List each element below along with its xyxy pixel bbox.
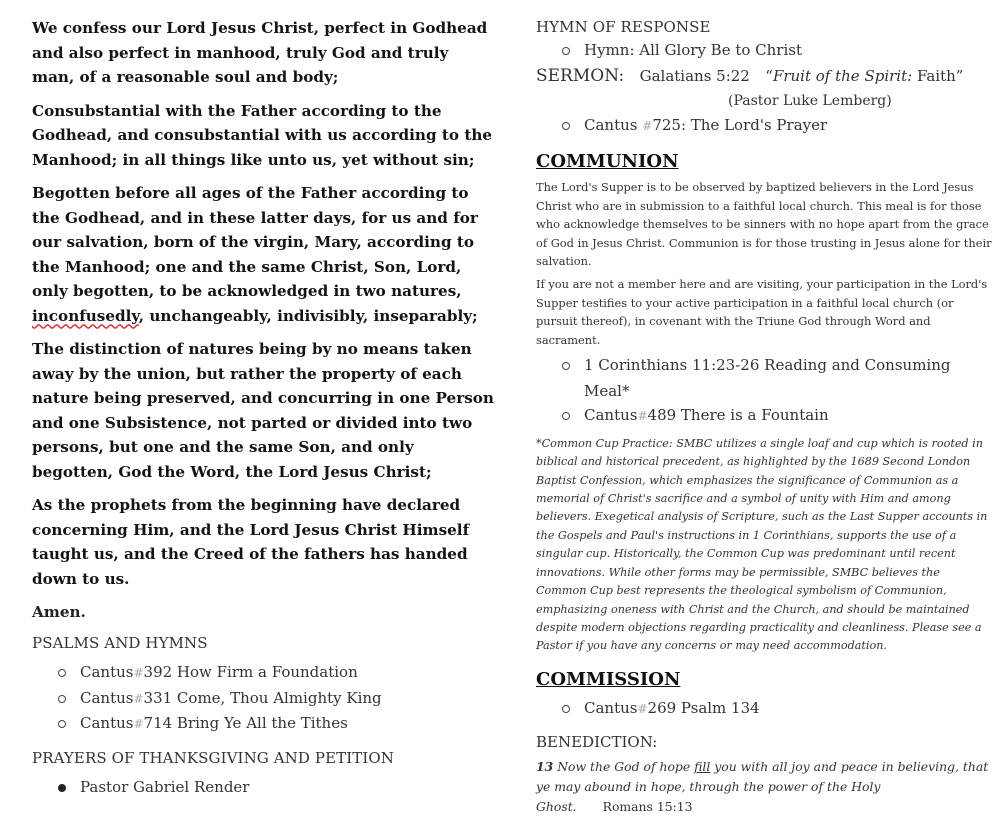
commission-list [536, 696, 992, 722]
benediction-reference: Romans 15:13 [602, 799, 693, 815]
commission-heading: COMMISSION [536, 668, 681, 690]
benediction-heading: BENEDICTION: [536, 733, 658, 752]
creed-paragraph: As the prophets from the beginning have declared concerning Him, and the Lord Jesus Christ Himself taught us, and the Creed of the fathers has handed down to us. [32, 496, 470, 588]
list-item: Cantus#714 Bring Ye All the Tithes [32, 711, 494, 737]
creed-paragraph: We confess our Lord Jesus Christ, perfect in Godhead and also perfect in manhood, truly God and truly man, of a reasonable soul and body; [32, 19, 488, 86]
spellcheck-word[interactable]: inconfusedly [32, 306, 139, 325]
communion-paragraph: The Lord's Supper is to be observed by baptized believers in the Lord Jesus Christ who are in submission to a faithful local church. This meal is for those who acknowledge themselves to be sinners with no hope apart from the grace of God in Jesus Christ. Communion is for those trusting in Jesus alone for their salvation. [536, 180, 992, 269]
hymn-response-heading: HYMN OF RESPONSE [536, 18, 711, 36]
psalms-heading: PSALMS AND HYMNS [32, 634, 208, 652]
communion-text [536, 178, 992, 349]
prayer-list [32, 775, 494, 800]
verse-number: 13 [536, 759, 554, 775]
communion-list [536, 353, 992, 429]
creed-paragraph: Consubstantial with the Father according to the Godhead, and consubstantial with us according to the Manhood; in all things like unto us, yet without sin; [32, 101, 493, 169]
hymn-list [32, 660, 494, 737]
sermon-pastor: (Pastor Luke Lemberg) [728, 92, 892, 109]
list-item: 1 Corinthians 11:23-26 Reading and Consuming Meal* [536, 353, 992, 403]
list-item: Cantus#269 Psalm 134 [536, 696, 992, 722]
creed-paragraph: Begotten before all ages of the Father according to the Godhead, and in these latter days, for us and for our salvation, born of the virgin, Mary, according to the Manhood; one and the same Christ, Son, Lord, only begotten, to be acknowledged in two natures, inconfusedly, unchangeably, indivisibly, inseparably; [32, 184, 478, 325]
list-item: Cantus#331 Come, Thou Almighty King [32, 686, 494, 712]
sermon-label: SERMON: [536, 65, 625, 86]
list-item: Cantus#392 How Firm a Foundation [32, 660, 494, 686]
after-sermon-list [536, 113, 992, 139]
prayers-heading: PRAYERS OF THANKSGIVING AND PETITION [32, 748, 395, 767]
sermon-line [536, 63, 992, 89]
left-column [32, 0, 494, 799]
benediction-verse: 13 Now the God of hope fill you with all joy and peace in believing, that ye may abound in hope, through the power of the Holy Ghost. Romans 15:13 [536, 759, 989, 815]
sermon-title: “Fruit of the Spirit: Faith” [765, 66, 964, 85]
list-item: Pastor Gabriel Render [32, 775, 494, 800]
list-item: Hymn: All Glory Be to Christ [536, 38, 992, 63]
list-item: Cantus#489 There is a Fountain [536, 403, 992, 429]
hyperlink-word[interactable]: fill [694, 759, 711, 775]
chalcedonian-creed [32, 16, 494, 591]
creed-paragraph: The distinction of natures being by no means taken away by the union, but rather the property of each nature being preserved, and concurring in one Person and one Subsistence, not parted or divided into two persons, but one and the same Son, and only begotten, God the Word, the Lord Jesus Christ; [32, 340, 494, 481]
communion-heading: COMMUNION [536, 151, 679, 172]
common-cup-note: *Common Cup Practice: SMBC utilizes a single loaf and cup which is rooted in biblical and historical precedent, as highlighted by the 1689 Second London Baptist Confession, which emphasizes the significance of Communion as a memorial of Christ's sacrifice and a symbol of unity with Him and among believers. Exegetical analysis of Scripture, such as the Last Supper accounts in the Gospels and Paul's instructions in 1 Corinthians, supports the use of a singular cup. Historically, the Common Cup was predominant until recent innovations. While other forms may be permissible, SMBC believes the Common Cup best represents the theological symbolism of Communion, emphasizing oneness with Christ and the Church, and should be maintained despite modern objections regarding practicality and cleanliness. Please see a Pastor if you have any concerns or may need accommodation. [536, 436, 988, 653]
hymn-response-list [536, 38, 992, 63]
list-item: Cantus #725: The Lord's Prayer [536, 113, 992, 139]
amen: Amen. [32, 603, 86, 621]
communion-paragraph: If you are not a member here and are visiting, your participation in the Lord's Supper testifies to your active participation in a faithful local church (or pursuit thereof), in covenant with the Triune God through Word and sacrament. [536, 276, 988, 347]
sermon-reference: Galatians 5:22 [639, 66, 750, 85]
right-column [536, 0, 992, 817]
